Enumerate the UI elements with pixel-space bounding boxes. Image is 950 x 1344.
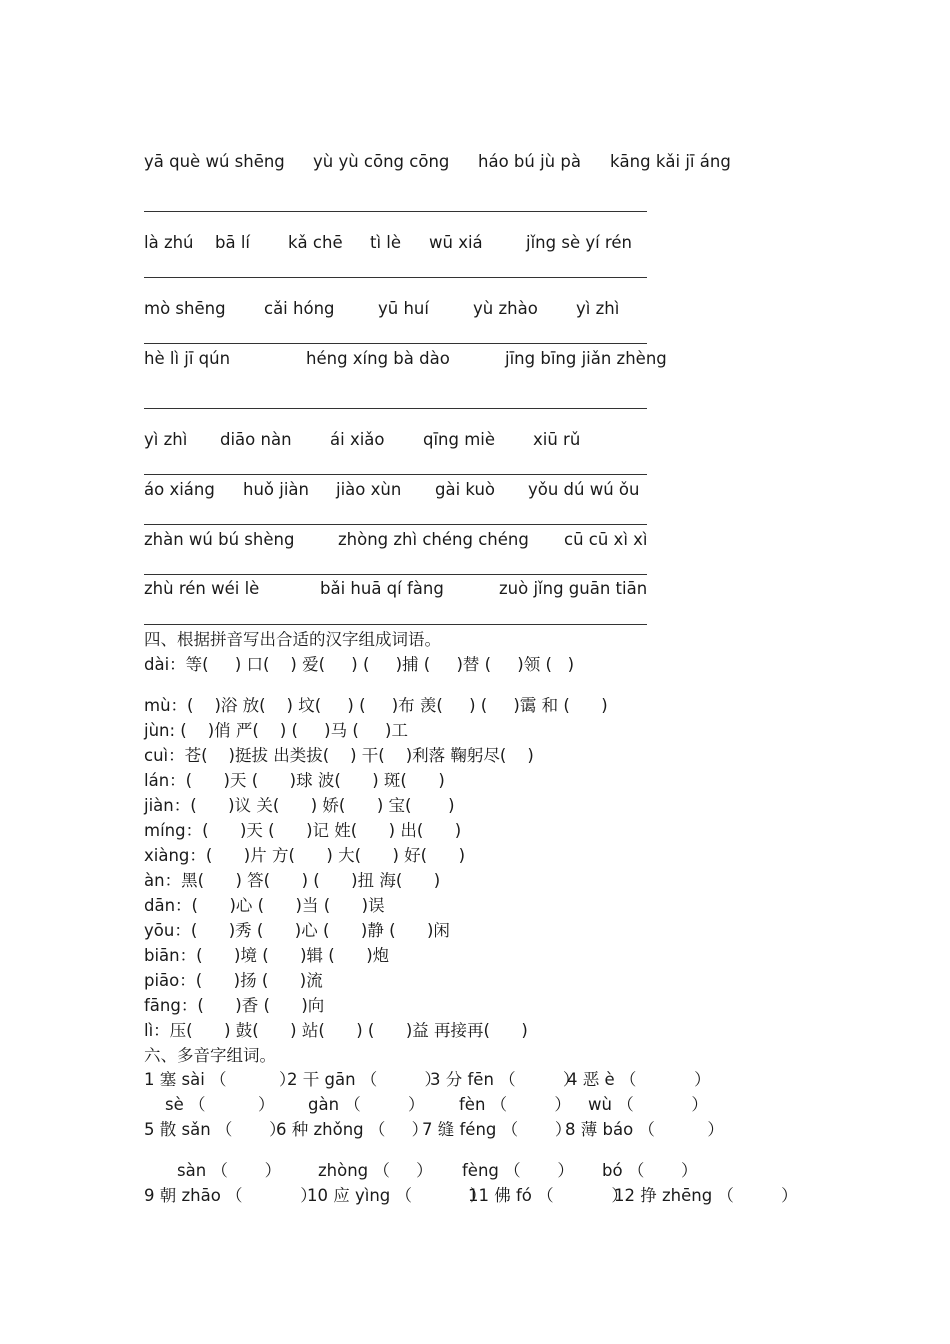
pinyin-word: jǐng sè yí rén: [526, 233, 632, 252]
answer-line: [144, 408, 647, 409]
section-4-heading: 四、根据拼音写出合适的汉字组成词语。: [144, 630, 441, 649]
pinyin-word: xiū rǔ: [533, 430, 581, 449]
fill-in-line-piao: piāo：( )扬 ( )流: [144, 971, 323, 990]
polyphone-item: bó （ ）: [602, 1161, 698, 1180]
polyphone-item: sè （ ）: [165, 1095, 275, 1114]
pinyin-word: háo bú jù pà: [478, 152, 581, 171]
pinyin-word: ái xiǎo: [330, 430, 385, 449]
pinyin-word: kǎ chē: [288, 233, 343, 252]
pinyin-word: jīng bīng jiǎn zhèng: [505, 349, 667, 368]
pinyin-word: diāo nàn: [220, 430, 292, 449]
pinyin-word: zhòng zhì chéng chéng: [338, 530, 529, 549]
answer-line: [144, 343, 647, 344]
answer-line: [144, 574, 647, 575]
fill-in-line-xiang: xiàng：( )片 方( ) 大( ) 好( ): [144, 846, 466, 865]
fill-in-line-you: yōu：( )秀 ( )心 ( )静 ( )闲: [144, 921, 450, 940]
polyphone-item: 10 应 yìng （ ）: [307, 1186, 487, 1205]
polyphone-item: wù （ ）: [588, 1095, 708, 1114]
fill-in-line-fang: fāng：( )香 ( )向: [144, 996, 325, 1015]
polyphone-item: 4 恶 è （ ）: [567, 1070, 711, 1089]
polyphone-item: 2 干 gān （ ）: [287, 1070, 441, 1089]
pinyin-word: kāng kǎi jī áng: [610, 152, 731, 171]
polyphone-item: fèng （ ）: [462, 1161, 574, 1180]
polyphone-item: sàn （ ）: [177, 1161, 282, 1180]
pinyin-word: bǎi huā qí fàng: [320, 579, 444, 598]
polyphone-item: gàn （ ）: [308, 1095, 425, 1114]
pinyin-word: qīng miè: [423, 430, 496, 449]
pinyin-word: wū xiá: [429, 233, 483, 252]
pinyin-word: yì zhì: [576, 299, 620, 318]
polyphone-item: 7 缝 féng （ ）: [422, 1120, 572, 1139]
polyphone-item: 5 散 sǎn （ ）: [144, 1120, 286, 1139]
polyphone-item: fèn （ ）: [459, 1095, 571, 1114]
pinyin-word: yā què wú shēng: [144, 152, 285, 171]
pinyin-word: zhù rén wéi lè: [144, 579, 260, 598]
fill-in-line-cui: cuì：苍( )挺拔 出类拔( ) 干( )利落 鞠躬尽( ): [144, 746, 534, 765]
polyphone-item: 9 朝 zhāo （ ）: [144, 1186, 317, 1205]
pinyin-word: jiào xùn: [336, 480, 402, 499]
pinyin-word: huǒ jiàn: [243, 480, 309, 499]
pinyin-word: bā lí: [215, 233, 250, 252]
pinyin-word: cǎi hóng: [264, 299, 335, 318]
answer-line: [144, 277, 647, 278]
pinyin-word: là zhú: [144, 233, 194, 252]
fill-in-line-an: àn：黑( ) 答( ) ( )扭 海( ): [144, 871, 441, 890]
pinyin-word: gài kuò: [435, 480, 496, 499]
pinyin-word: yì zhì: [144, 430, 188, 449]
polyphone-item: 8 薄 báo （ ）: [565, 1120, 724, 1139]
polyphone-item: 11 佛 fó （ ）: [468, 1186, 628, 1205]
fill-in-line-lan: lán：( )天 ( )球 波( ) 斑( ): [144, 771, 445, 790]
polyphone-item: 3 分 fēn （ ）: [430, 1070, 580, 1089]
pinyin-word: zhàn wú bú shèng: [144, 530, 295, 549]
polyphone-item: 12 挣 zhēng （ ）: [614, 1186, 798, 1205]
section-6-heading: 六、多音字组词。: [144, 1046, 276, 1065]
fill-in-line-jian: jiàn：( )议 关( ) 娇( ) 宝( ): [144, 796, 455, 815]
pinyin-word: hè lì jī qún: [144, 349, 231, 368]
pinyin-word: héng xíng bà dào: [306, 349, 450, 368]
answer-line: [144, 474, 647, 475]
polyphone-item: 1 塞 sài （ ）: [144, 1070, 296, 1089]
pinyin-word: yù zhào: [473, 299, 538, 318]
answer-line: [144, 211, 647, 212]
pinyin-word: áo xiáng: [144, 480, 215, 499]
fill-in-line-jun: jùn: ( )俏 严( ) ( )马 ( )工: [144, 721, 408, 740]
pinyin-word: cū cū xì xì: [564, 530, 648, 549]
pinyin-word: yǒu dú wú ǒu: [528, 480, 640, 499]
polyphone-item: zhòng （ ）: [318, 1161, 433, 1180]
fill-in-line-li: lì：压( ) 鼓( ) 站( ) ( )益 再接再( ): [144, 1021, 528, 1040]
pinyin-word: yū huí: [378, 299, 429, 318]
fill-in-line-mu: mù：( )浴 放( ) 坟( ) ( )布 羡( ) ( )霭 和 ( ): [144, 696, 608, 715]
pinyin-word: yù yù cōng cōng: [313, 152, 450, 171]
pinyin-word: zuò jǐng guān tiān: [499, 579, 648, 598]
pinyin-word: tì lè: [370, 233, 402, 252]
fill-in-line-dan: dān：( )心 ( )当 ( )误: [144, 896, 385, 915]
fill-in-line-ming: míng：( )天 ( )记 姓( ) 出( ): [144, 821, 462, 840]
pinyin-word: mò shēng: [144, 299, 226, 318]
fill-in-line-dai: dài：等( ) 口( ) 爱( ) ( )捕 ( )替 ( )领 ( ): [144, 655, 575, 674]
answer-line: [144, 624, 647, 625]
polyphone-item: 6 种 zhǒng （ ）: [276, 1120, 429, 1139]
fill-in-line-bian: biān：( )境 ( )辑 ( )炮: [144, 946, 390, 965]
answer-line: [144, 524, 647, 525]
